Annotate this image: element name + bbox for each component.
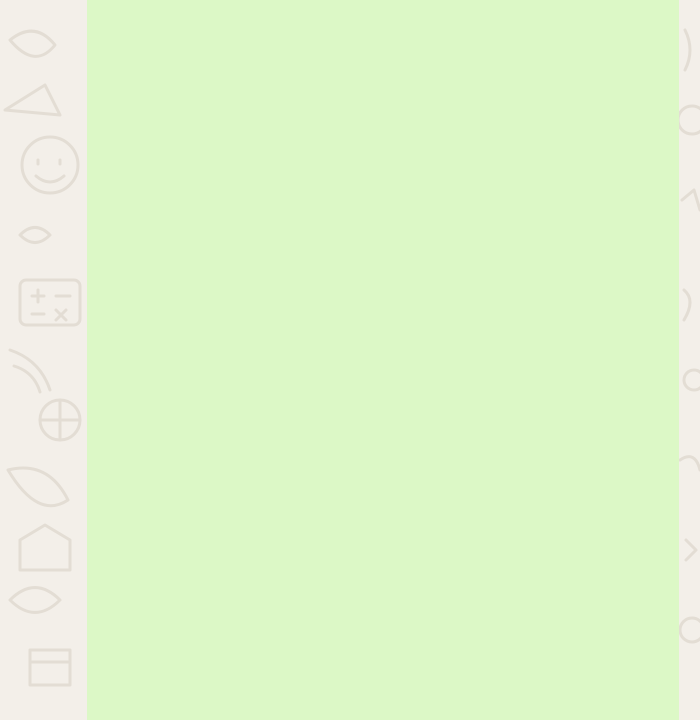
message-bubble[interactable] [87,0,679,720]
